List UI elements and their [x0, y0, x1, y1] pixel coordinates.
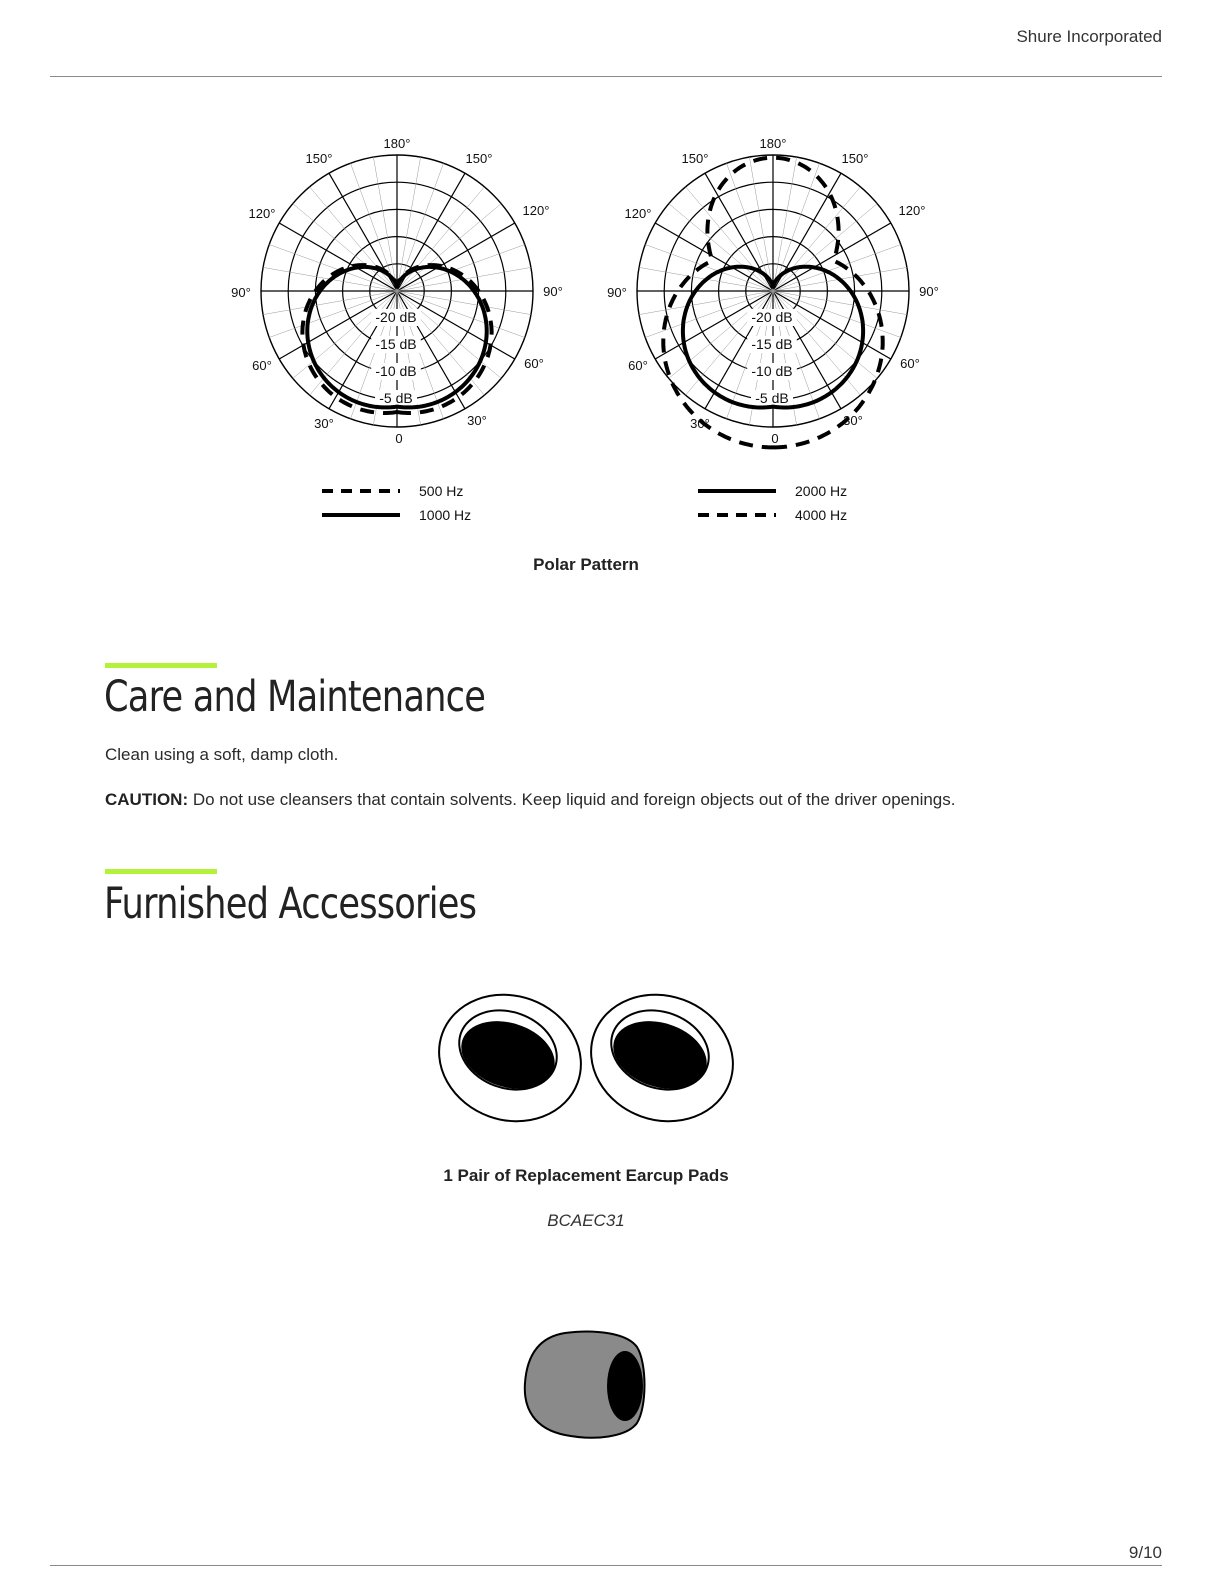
page-number: 9/10 [1128, 1543, 1162, 1562]
angle-label-mid_upper_left: 120° [624, 206, 652, 221]
angle-label-bottom: 0 [395, 431, 403, 446]
angle-label-mid_lower_left: 60° [252, 358, 272, 373]
polar-minor-spoke [669, 204, 773, 291]
ring-label: -5 dB [755, 390, 789, 406]
angle-label-left: 90° [231, 285, 251, 300]
angle-label-upper_right: 150° [465, 151, 493, 166]
earcup-pad-right [573, 990, 745, 1130]
polar-minor-spoke [397, 204, 501, 291]
legend-label: 500 Hz [419, 483, 464, 499]
polar-chart-1 [231, 136, 563, 523]
accessories-section-title: Furnished Accessories [104, 879, 477, 929]
angle-label-mid_upper_right: 120° [522, 203, 550, 218]
caution-note [105, 790, 955, 810]
polar-minor-spoke [310, 187, 397, 291]
angle-label-lower_right: 30° [467, 413, 487, 428]
header-company-name: Shure Incorporated [1016, 27, 1162, 46]
angle-label-right: 90° [919, 284, 939, 299]
caution-label: CAUTION: [105, 790, 189, 809]
accessories-accent-bar [105, 869, 217, 874]
polar-minor-spoke [397, 187, 484, 291]
angle-label-lower_left: 30° [314, 416, 334, 431]
angle-label-upper_left: 150° [681, 151, 709, 166]
polar-minor-spoke [773, 204, 877, 291]
legend-label: 2000 Hz [795, 483, 848, 499]
angle-label-top: 180° [383, 136, 411, 151]
caution-text: Do not use cleansers that contain solvents. Keep liquid and foreign objects out of the driver openings. [188, 790, 956, 809]
angle-label-mid_upper_right: 120° [898, 203, 926, 218]
polar-minor-spoke [293, 204, 397, 291]
polar-pattern-caption: Polar Pattern [533, 555, 639, 574]
care-accent-bar [105, 663, 217, 668]
ring-label: -15 dB [751, 336, 793, 352]
earcup-pad-left [430, 990, 599, 1130]
ring-label: -10 dB [751, 363, 793, 379]
angle-label-mid_lower_left: 60° [628, 358, 648, 373]
angle-label-bottom: 0 [771, 431, 779, 446]
angle-label-right: 90° [543, 284, 563, 299]
polar-minor-spoke [686, 187, 773, 291]
ring-label: -15 dB [375, 336, 417, 352]
angle-label-mid_lower_right: 60° [524, 356, 544, 371]
ear-tip-image [515, 1325, 655, 1445]
earcup-pads-image [430, 990, 745, 1130]
accessory-title: 1 Pair of Replacement Earcup Pads [443, 1166, 729, 1185]
angle-label-left: 90° [607, 285, 627, 300]
polar-pattern-figure [0, 0, 1224, 560]
care-section-title: Care and Maintenance [104, 672, 486, 722]
care-instructions: Clean using a soft, damp cloth. [105, 745, 339, 764]
angle-label-mid_upper_left: 120° [248, 206, 276, 221]
angle-label-lower_left: 30° [690, 416, 710, 431]
polar-minor-spoke [773, 187, 860, 291]
accessory-part-number: BCAEC31 [547, 1211, 625, 1230]
ring-label: -20 dB [375, 309, 417, 325]
ring-label: -5 dB [379, 390, 413, 406]
footer-divider [50, 1565, 1162, 1566]
polar-chart-2 [607, 136, 939, 523]
angle-label-mid_lower_right: 60° [900, 356, 920, 371]
legend-label: 1000 Hz [419, 507, 472, 523]
angle-label-upper_left: 150° [305, 151, 333, 166]
legend-label: 4000 Hz [795, 507, 848, 523]
angle-label-top: 180° [759, 136, 787, 151]
ring-label: -20 dB [751, 309, 793, 325]
angle-label-lower_right: 30° [843, 413, 863, 428]
ring-label: -10 dB [375, 363, 417, 379]
angle-label-upper_right: 150° [841, 151, 869, 166]
